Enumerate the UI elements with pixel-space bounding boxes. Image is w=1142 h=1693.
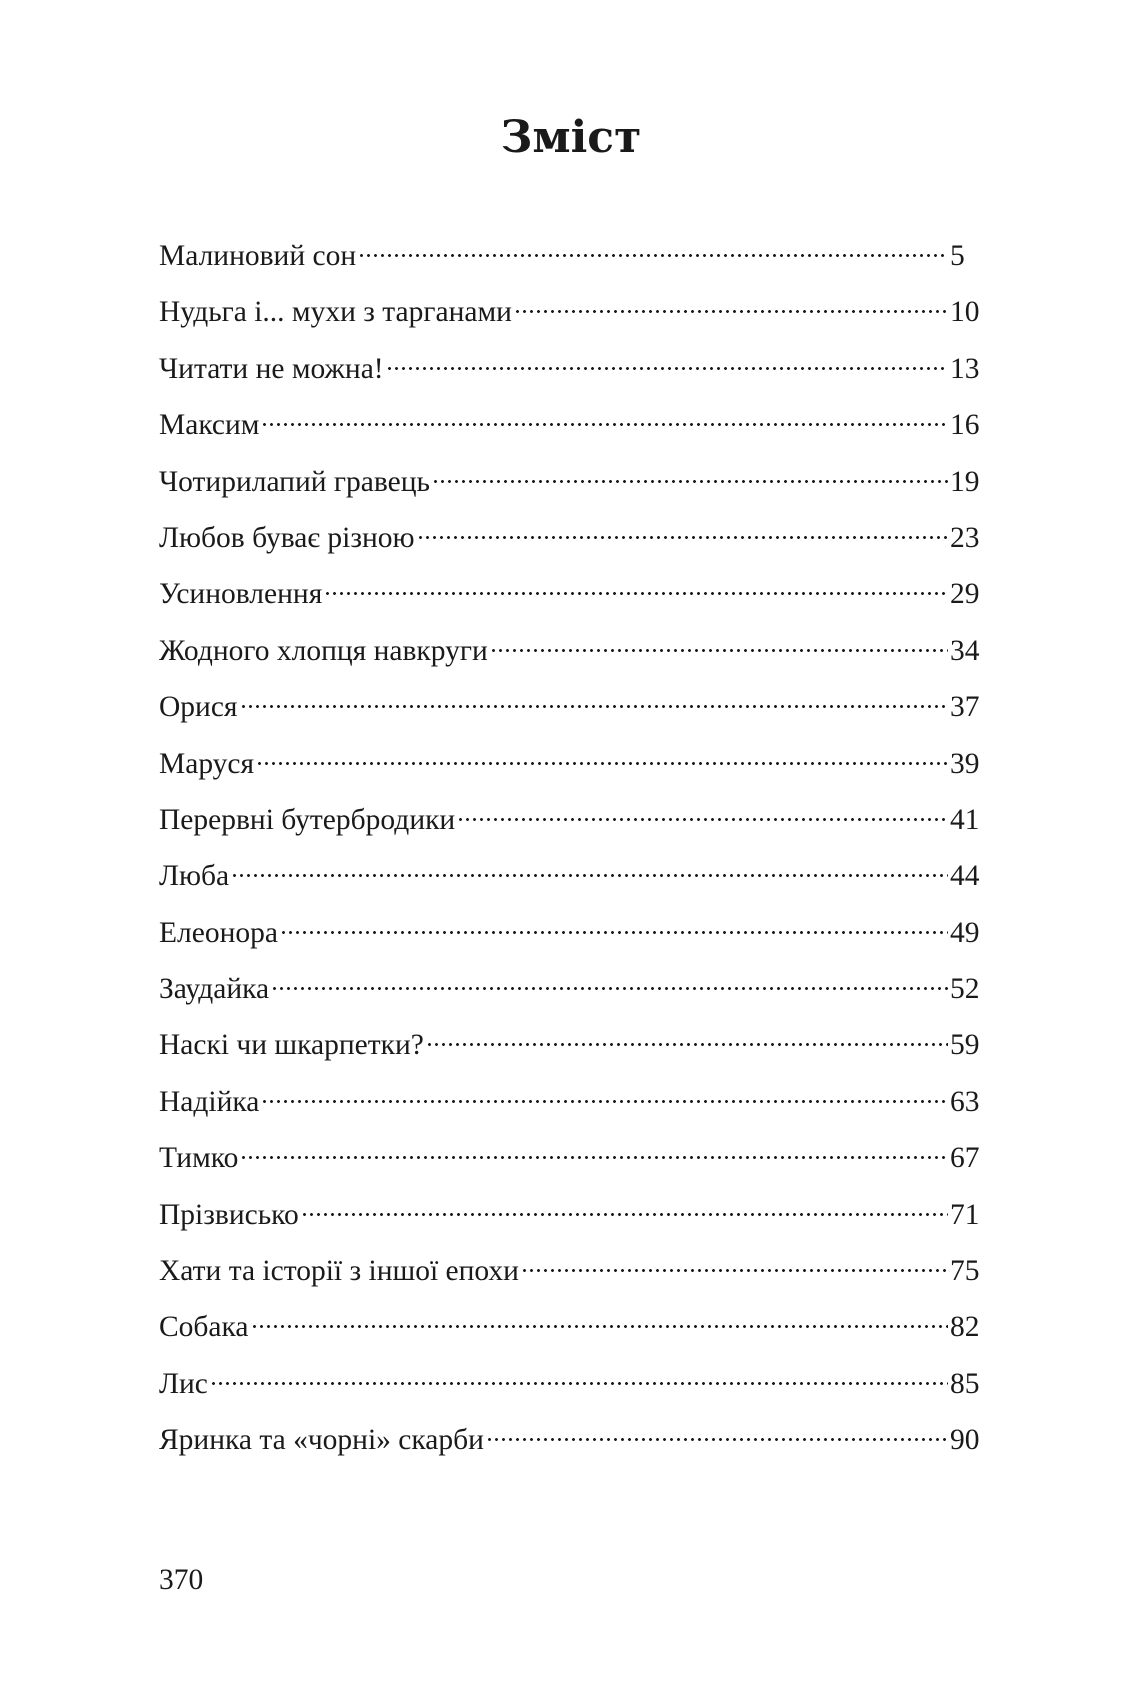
- toc-entry-page: 63: [950, 1085, 980, 1118]
- dot-leader: [261, 1071, 948, 1111]
- toc-entry-title: Малиновий сон: [159, 240, 357, 272]
- table-of-contents: [159, 225, 986, 1466]
- dot-leader: [301, 1184, 948, 1224]
- toc-entry-page: 29: [950, 578, 980, 611]
- toc-entry: [159, 225, 986, 281]
- toc-entry: [159, 902, 986, 958]
- dot-leader: [432, 451, 948, 491]
- dot-leader: [486, 1409, 948, 1449]
- toc-entry-page: 39: [950, 747, 980, 780]
- dot-leader: [521, 1240, 948, 1280]
- toc-entry-title: Усиновлення: [159, 578, 323, 611]
- toc-entry-page: 41: [950, 803, 980, 836]
- toc-entry-title: Перервні бутербродики: [159, 803, 456, 836]
- toc-entry: [159, 1409, 986, 1465]
- toc-entry-page: 90: [950, 1424, 980, 1457]
- toc-entry-title: Хати та історії з іншої епохи: [159, 1255, 519, 1288]
- toc-entry: [159, 1071, 986, 1127]
- toc-entry: [159, 958, 986, 1014]
- dot-leader: [426, 1014, 948, 1054]
- toc-entry: [159, 1296, 986, 1352]
- toc-entry: [159, 789, 986, 845]
- toc-entry-page: 13: [950, 352, 980, 385]
- toc-entry-page: 44: [950, 860, 980, 893]
- toc-entry-title: Заудайка: [159, 973, 270, 1006]
- toc-entry-page: 49: [950, 916, 980, 949]
- toc-entry-page: 82: [950, 1311, 980, 1344]
- toc-entry-title: Люба: [159, 860, 230, 893]
- toc-entry-page: 23: [950, 521, 980, 554]
- toc-entry: [159, 1353, 986, 1409]
- toc-entry: [159, 394, 986, 450]
- toc-entry: [159, 845, 986, 901]
- toc-entry-title: Яринка та «чорні» скарби: [159, 1424, 484, 1457]
- toc-entry-title: Нудьга і... мухи з тарганами: [159, 296, 512, 329]
- dot-leader: [417, 507, 948, 547]
- toc-entry-page: 52: [950, 973, 980, 1006]
- toc-entry: [159, 563, 986, 619]
- dot-leader: [271, 958, 948, 998]
- dot-leader: [490, 620, 948, 660]
- toc-entry-page: 71: [950, 1198, 980, 1231]
- dot-leader: [514, 281, 948, 321]
- toc-entry-title: Лис: [159, 1367, 208, 1400]
- toc-entry-title: Тимко: [159, 1142, 239, 1175]
- toc-entry: [159, 451, 986, 507]
- toc-entry-title: Надійка: [159, 1085, 260, 1118]
- toc-entry: [159, 620, 986, 676]
- page-title: Зміст: [500, 112, 642, 163]
- toc-entry: [159, 281, 986, 337]
- toc-entry-title: Орися: [159, 691, 238, 724]
- toc-entry-page: 37: [950, 691, 980, 724]
- dot-leader: [324, 563, 948, 603]
- dot-leader: [358, 225, 948, 265]
- toc-entry-page: 19: [950, 465, 980, 498]
- toc-entry-title: Читати не можна!: [159, 352, 384, 385]
- dot-leader: [240, 676, 948, 716]
- toc-entry-title: Прізвисько: [159, 1198, 299, 1231]
- toc-entry-page: 75: [950, 1255, 980, 1288]
- toc-entry: [159, 1240, 986, 1296]
- toc-entry-page: 85: [950, 1367, 980, 1400]
- toc-entry-page: 10: [950, 296, 980, 329]
- toc-entry-title: Максим: [159, 409, 260, 442]
- dot-leader: [386, 338, 948, 378]
- toc-entry-title: Наскі чи шкарпетки?: [159, 1029, 424, 1062]
- toc-entry: [159, 338, 986, 394]
- toc-entry: [159, 1014, 986, 1070]
- toc-entry: [159, 733, 986, 789]
- toc-entry-title: Собака: [159, 1311, 249, 1344]
- toc-entry-title: Любов буває різною: [159, 521, 415, 554]
- toc-entry: [159, 1127, 986, 1183]
- dot-leader: [251, 1296, 948, 1336]
- toc-entry-page: 59: [950, 1029, 980, 1062]
- toc-entry-page: 16: [950, 409, 980, 442]
- dot-leader: [280, 902, 948, 942]
- dot-leader: [261, 394, 948, 434]
- dot-leader: [231, 845, 948, 885]
- toc-entry-title: Чотирилапий гравець: [159, 465, 430, 498]
- toc-entry-page: 34: [950, 634, 980, 667]
- toc-entry: [159, 507, 986, 563]
- dot-leader: [256, 733, 948, 773]
- dot-leader: [210, 1353, 948, 1393]
- toc-entry: [159, 1184, 986, 1240]
- toc-entry-title: Жодного хлопця навкруги: [159, 634, 488, 667]
- toc-entry-page: 5: [950, 240, 965, 272]
- toc-entry-page: 67: [950, 1142, 980, 1175]
- dot-leader: [457, 789, 948, 829]
- toc-entry-title: Елеонора: [159, 916, 278, 949]
- page-number: 370: [159, 1564, 204, 1596]
- toc-entry: [159, 676, 986, 732]
- toc-entry-title: Маруся: [159, 747, 255, 780]
- dot-leader: [240, 1127, 948, 1167]
